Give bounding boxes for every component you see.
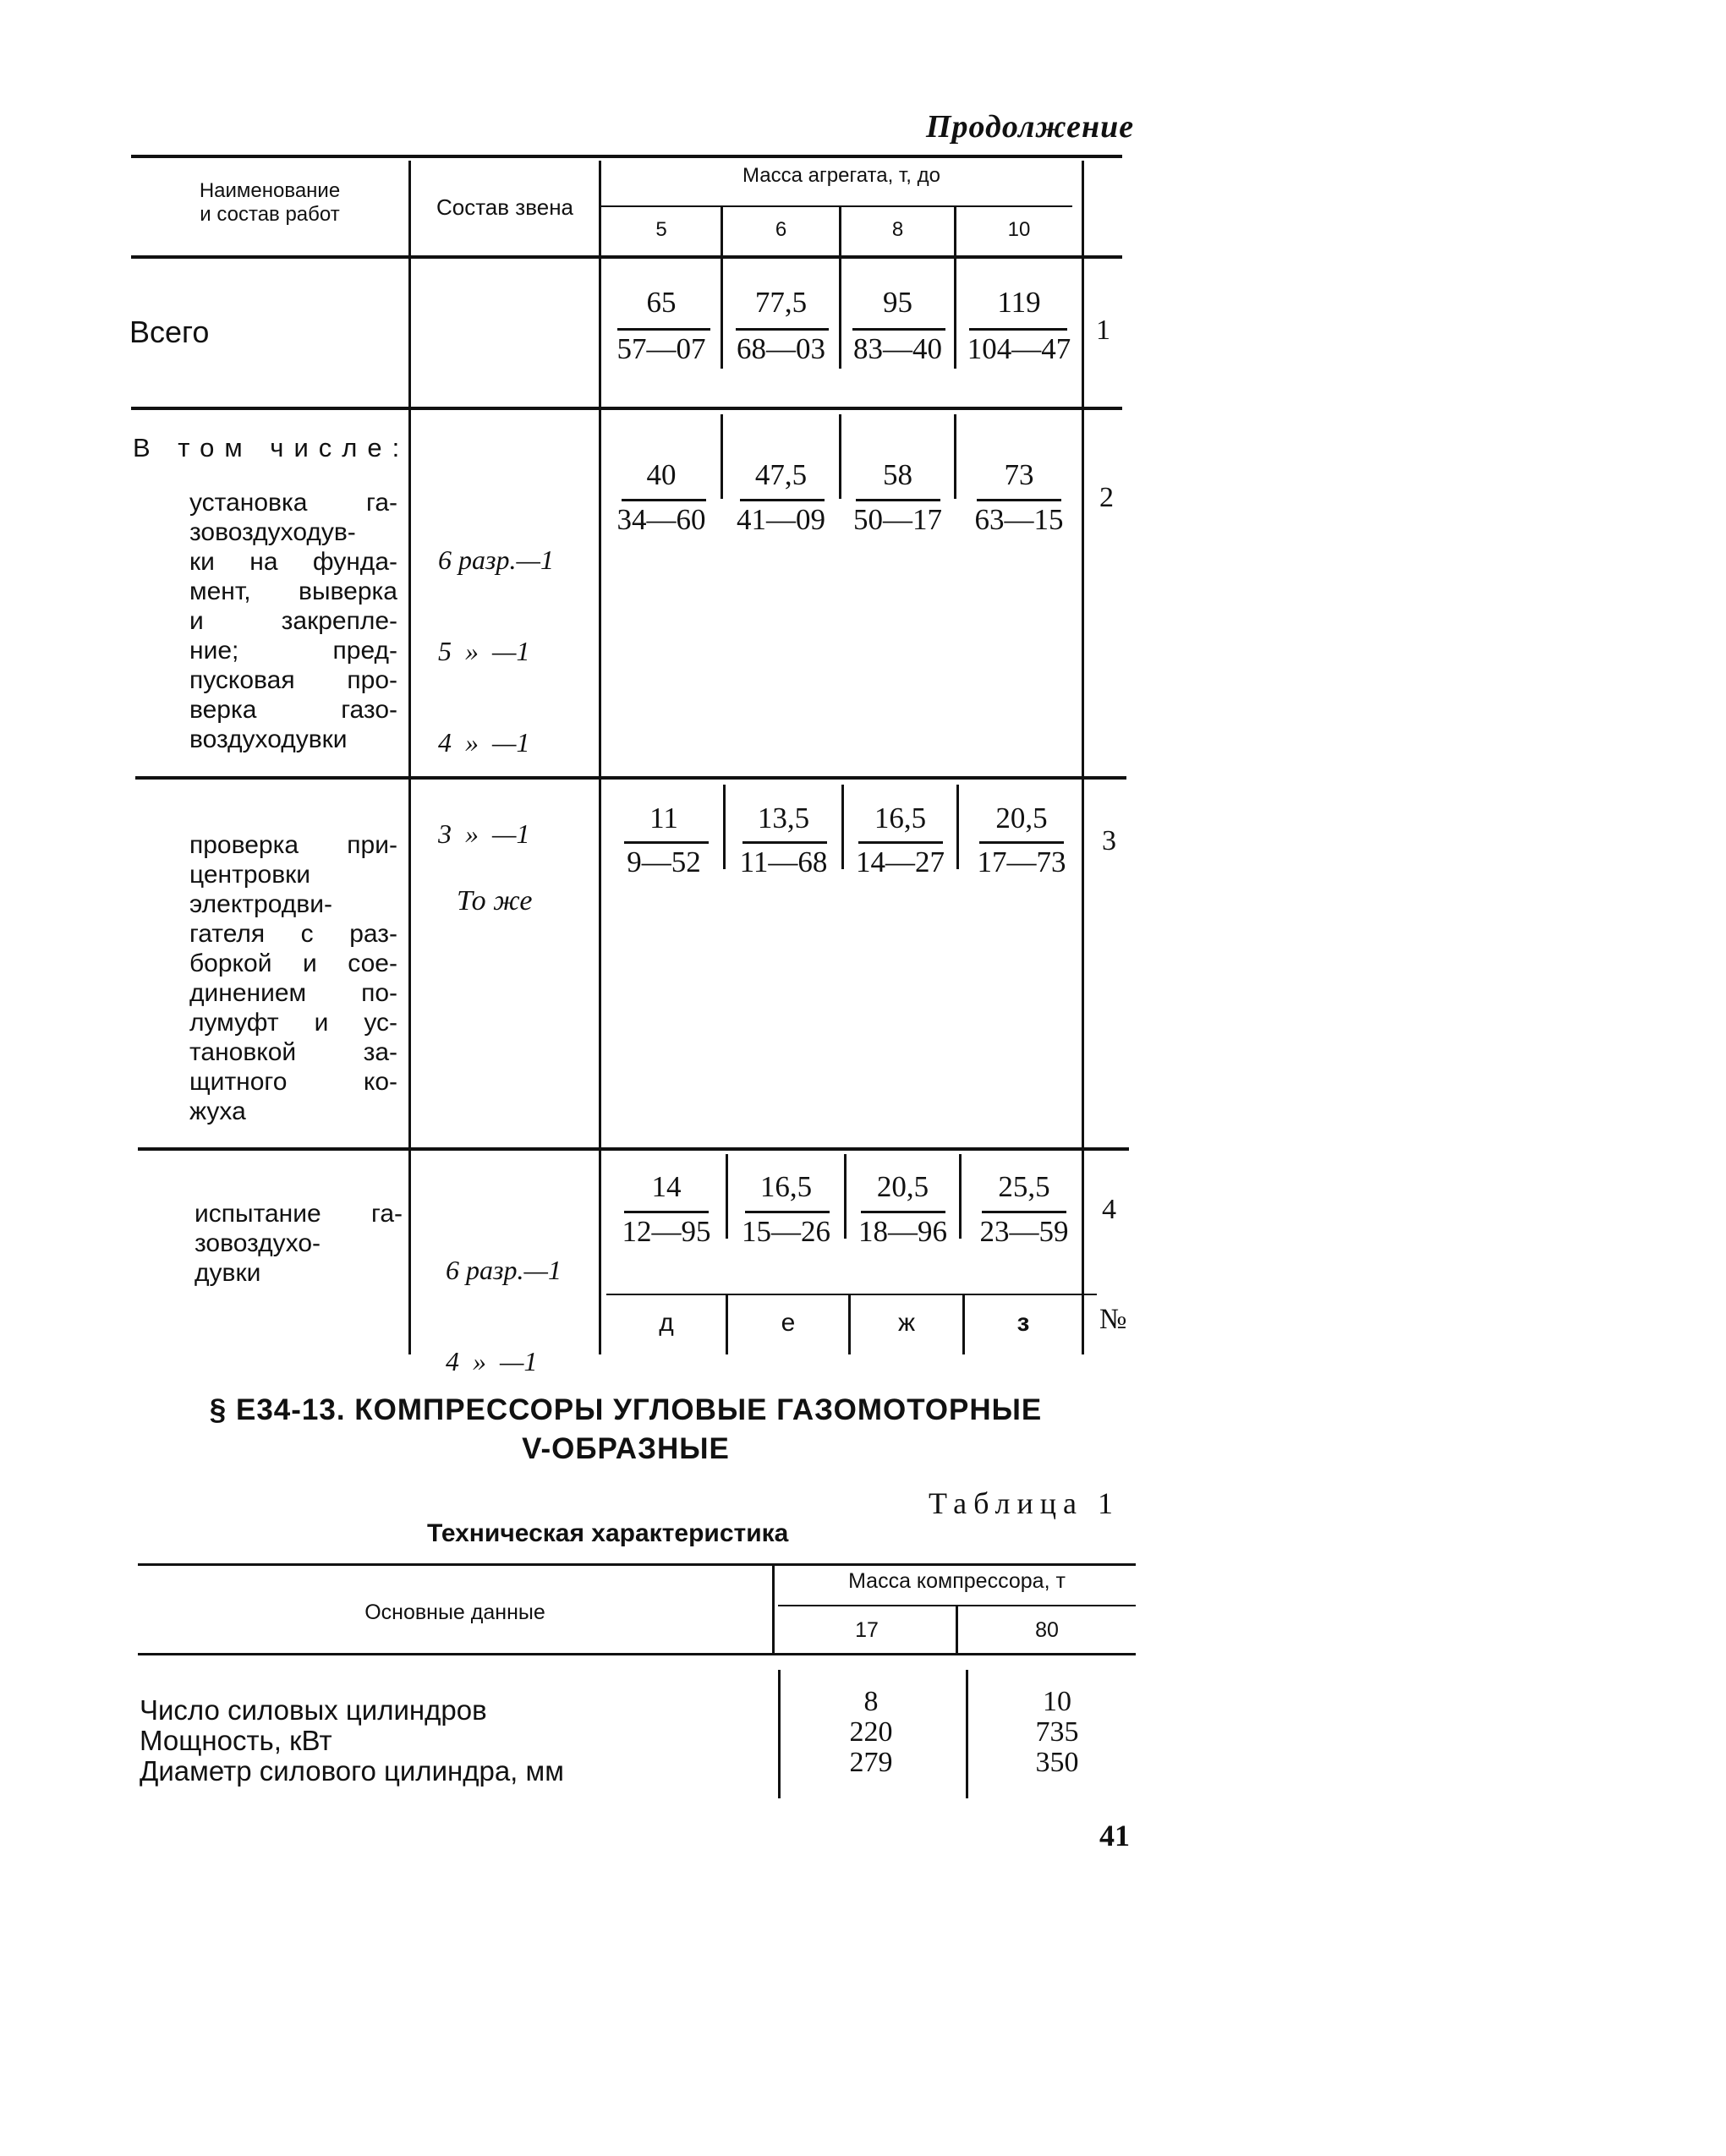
spec-table-top-rule: [138, 1563, 1136, 1566]
crew-line: То же: [457, 885, 533, 917]
fraction-bar: [624, 841, 709, 844]
fraction-bar: [624, 1211, 709, 1213]
crew-composition-2: [457, 825, 532, 977]
spec-header-80: 80: [1035, 1618, 1059, 1642]
section-title: [152, 1391, 1099, 1469]
spec-value: 279: [849, 1747, 893, 1778]
row4-price-10: 23—59: [979, 1215, 1069, 1248]
row2-norm-8: 58: [883, 458, 912, 491]
including-label: В том числе:: [133, 433, 410, 462]
spec-value: 220: [849, 1716, 893, 1748]
work-description-2: [189, 830, 397, 1126]
fraction-bar: [745, 1211, 830, 1213]
spec-row-label: Мощность, кВт: [140, 1725, 332, 1756]
total-price-10: 104—47: [967, 332, 1071, 365]
col-divider-work: [408, 161, 411, 1354]
row-number-2: 2: [1099, 482, 1114, 513]
header-mass-group: Масса агрегата, т, до: [742, 164, 940, 187]
table-label: Таблица 1: [929, 1486, 1120, 1520]
fraction-bar: [852, 328, 945, 331]
total-price-6: 68—03: [737, 332, 825, 365]
work-description-3: [195, 1199, 403, 1288]
row4-norm-5: 14: [651, 1170, 682, 1203]
header-work-name-line1: Наименование: [199, 179, 341, 202]
row2-price-6: 41—09: [737, 503, 825, 536]
spec-col-divider-mass-body: [966, 1670, 968, 1798]
work-description-1: [189, 488, 397, 754]
row3-price-6: 11—68: [739, 845, 828, 878]
crew-line: 4 » —1: [446, 1346, 538, 1376]
spec-col-divider-body: [778, 1670, 781, 1798]
row2-norm-6: 47,5: [754, 458, 808, 491]
fraction-bar: [861, 1211, 945, 1213]
spec-value: 10: [1043, 1686, 1071, 1717]
header-crew: Состав звена: [436, 194, 574, 220]
crew-line: 4 » —1: [438, 727, 530, 758]
fraction-bar: [856, 499, 940, 501]
row4-norm-6: 16,5: [759, 1170, 813, 1203]
fraction-bar: [742, 841, 827, 844]
work-line: и закрепле-: [189, 607, 397, 635]
spec-row-label: Диаметр силового цилиндра, мм: [140, 1755, 564, 1787]
header-mass-5: 5: [655, 218, 667, 241]
row3-price-10: 17—73: [977, 845, 1066, 878]
spec-value: 735: [1035, 1716, 1079, 1748]
spec-value: 350: [1035, 1747, 1079, 1778]
page-number: 41: [1099, 1819, 1130, 1852]
work-line: зовоздухо-: [195, 1229, 321, 1257]
row4-price-8: 18—96: [858, 1215, 947, 1248]
spec-header-17: 17: [855, 1618, 879, 1642]
work-line: щитного ко-: [189, 1068, 397, 1096]
work-line: испытание га-: [195, 1200, 403, 1228]
fraction-bar: [617, 328, 710, 331]
total-label: Всего: [129, 315, 210, 349]
work-line: дувки: [195, 1259, 261, 1287]
letters-rule: [606, 1294, 1097, 1295]
row3-price-5: 9—52: [627, 845, 701, 878]
table-caption: Техническая характеристика: [427, 1519, 789, 1547]
row-number-4: 4: [1102, 1194, 1116, 1225]
column-letter-e: е: [781, 1309, 796, 1337]
row2-norm-10: 73: [1004, 458, 1034, 491]
header-work-name: [135, 179, 404, 227]
crew-line: 3 » —1: [438, 818, 530, 849]
header-mass-8: 8: [891, 218, 904, 241]
crew-line: 5 » —1: [438, 636, 530, 666]
crew-line: 6 разр.—1: [438, 544, 554, 575]
spec-row-labels: [140, 1695, 564, 1787]
work-line: центровки: [189, 861, 311, 889]
work-line: пусковая про-: [189, 666, 397, 694]
work-line: установка га-: [189, 489, 397, 517]
mass-group-rule: [599, 205, 1072, 207]
row-rule-2: [135, 776, 1126, 780]
col-divider-crew: [599, 161, 601, 1354]
spec-row-label: Число силовых цилиндров: [140, 1694, 487, 1726]
spec-header-bottom-rule: [138, 1653, 1136, 1655]
row3-norm-10: 20,5: [995, 802, 1048, 834]
fraction-bar: [979, 841, 1064, 844]
header-mass-10: 10: [1007, 218, 1031, 241]
column-letter-z: з: [1016, 1309, 1030, 1337]
column-letter-zh: ж: [897, 1309, 916, 1337]
row3-price-8: 14—27: [856, 845, 945, 878]
work-line: тановкой за-: [189, 1038, 397, 1066]
row-rule-1: [131, 407, 1122, 410]
spec-header-main: Основные данные: [364, 1601, 545, 1624]
row2-norm-5: 40: [646, 458, 677, 491]
spec-values-80: [994, 1687, 1121, 1778]
work-line: верка газо-: [189, 696, 397, 724]
table-top-rule: [131, 155, 1122, 158]
fraction-bar: [969, 328, 1067, 331]
work-line: боркой и сое-: [189, 949, 397, 977]
column-letter-d: д: [659, 1309, 674, 1337]
work-line: лумуфт и ус-: [189, 1009, 397, 1037]
row2-price-10: 63—15: [974, 503, 1064, 536]
fraction-bar: [736, 328, 829, 331]
fraction-bar: [858, 841, 943, 844]
row-rule-3: [138, 1147, 1129, 1151]
work-line: ки на фунда-: [189, 548, 397, 576]
row3-norm-5: 11: [649, 802, 678, 834]
section-title-line2: V-ОБРАЗНЫЕ: [522, 1432, 730, 1465]
crew-line: 6 разр.—1: [446, 1255, 562, 1285]
section-title-line1: § Е34-13. КОМПРЕССОРЫ УГЛОВЫЕ ГАЗОМОТОРНЫЕ: [209, 1393, 1043, 1426]
row4-norm-10: 25,5: [998, 1170, 1050, 1203]
spec-values-17: [808, 1687, 934, 1778]
total-norm-8: 95: [883, 286, 912, 319]
work-line: электродви-: [189, 890, 332, 918]
work-line: проверка при-: [189, 831, 397, 859]
header-bottom-rule: [131, 255, 1122, 259]
number-sign: №: [1099, 1304, 1127, 1335]
work-line: зовоздуходув-: [189, 518, 356, 546]
spec-header-group: Масса компрессора, т: [848, 1569, 1066, 1593]
total-price-8: 83—40: [853, 332, 942, 365]
row4-price-5: 12—95: [622, 1215, 711, 1248]
row4-price-6: 15—26: [742, 1215, 830, 1248]
work-line: жуха: [189, 1097, 246, 1125]
fraction-bar: [740, 499, 825, 501]
work-line: динением по-: [189, 979, 397, 1007]
continuation-label: Продолжение: [926, 109, 1135, 145]
work-line: ние; пред-: [189, 637, 397, 665]
fraction-bar: [977, 499, 1061, 501]
spec-value: 8: [863, 1686, 879, 1717]
work-line: гателя с раз-: [189, 920, 397, 948]
row4-norm-8: 20,5: [876, 1170, 929, 1203]
spec-col-divider-hdr: [772, 1566, 775, 1653]
fraction-bar: [622, 499, 706, 501]
row2-price-8: 50—17: [853, 503, 942, 536]
row-number-3: 3: [1102, 825, 1116, 856]
row3-norm-6: 13,5: [757, 802, 810, 834]
header-mass-6: 6: [775, 218, 787, 241]
work-line: мент, выверка: [189, 577, 397, 605]
total-norm-10: 119: [997, 286, 1041, 319]
row3-norm-8: 16,5: [874, 802, 927, 834]
row-number-1: 1: [1096, 315, 1110, 346]
row2-price-5: 34—60: [616, 503, 706, 536]
fraction-bar: [982, 1211, 1066, 1213]
total-price-5: 57—07: [616, 332, 706, 365]
total-norm-6: 77,5: [754, 286, 808, 319]
total-norm-5: 65: [646, 286, 677, 319]
work-line: воздуходувки: [189, 725, 348, 753]
header-work-name-line2: и состав работ: [200, 203, 340, 226]
